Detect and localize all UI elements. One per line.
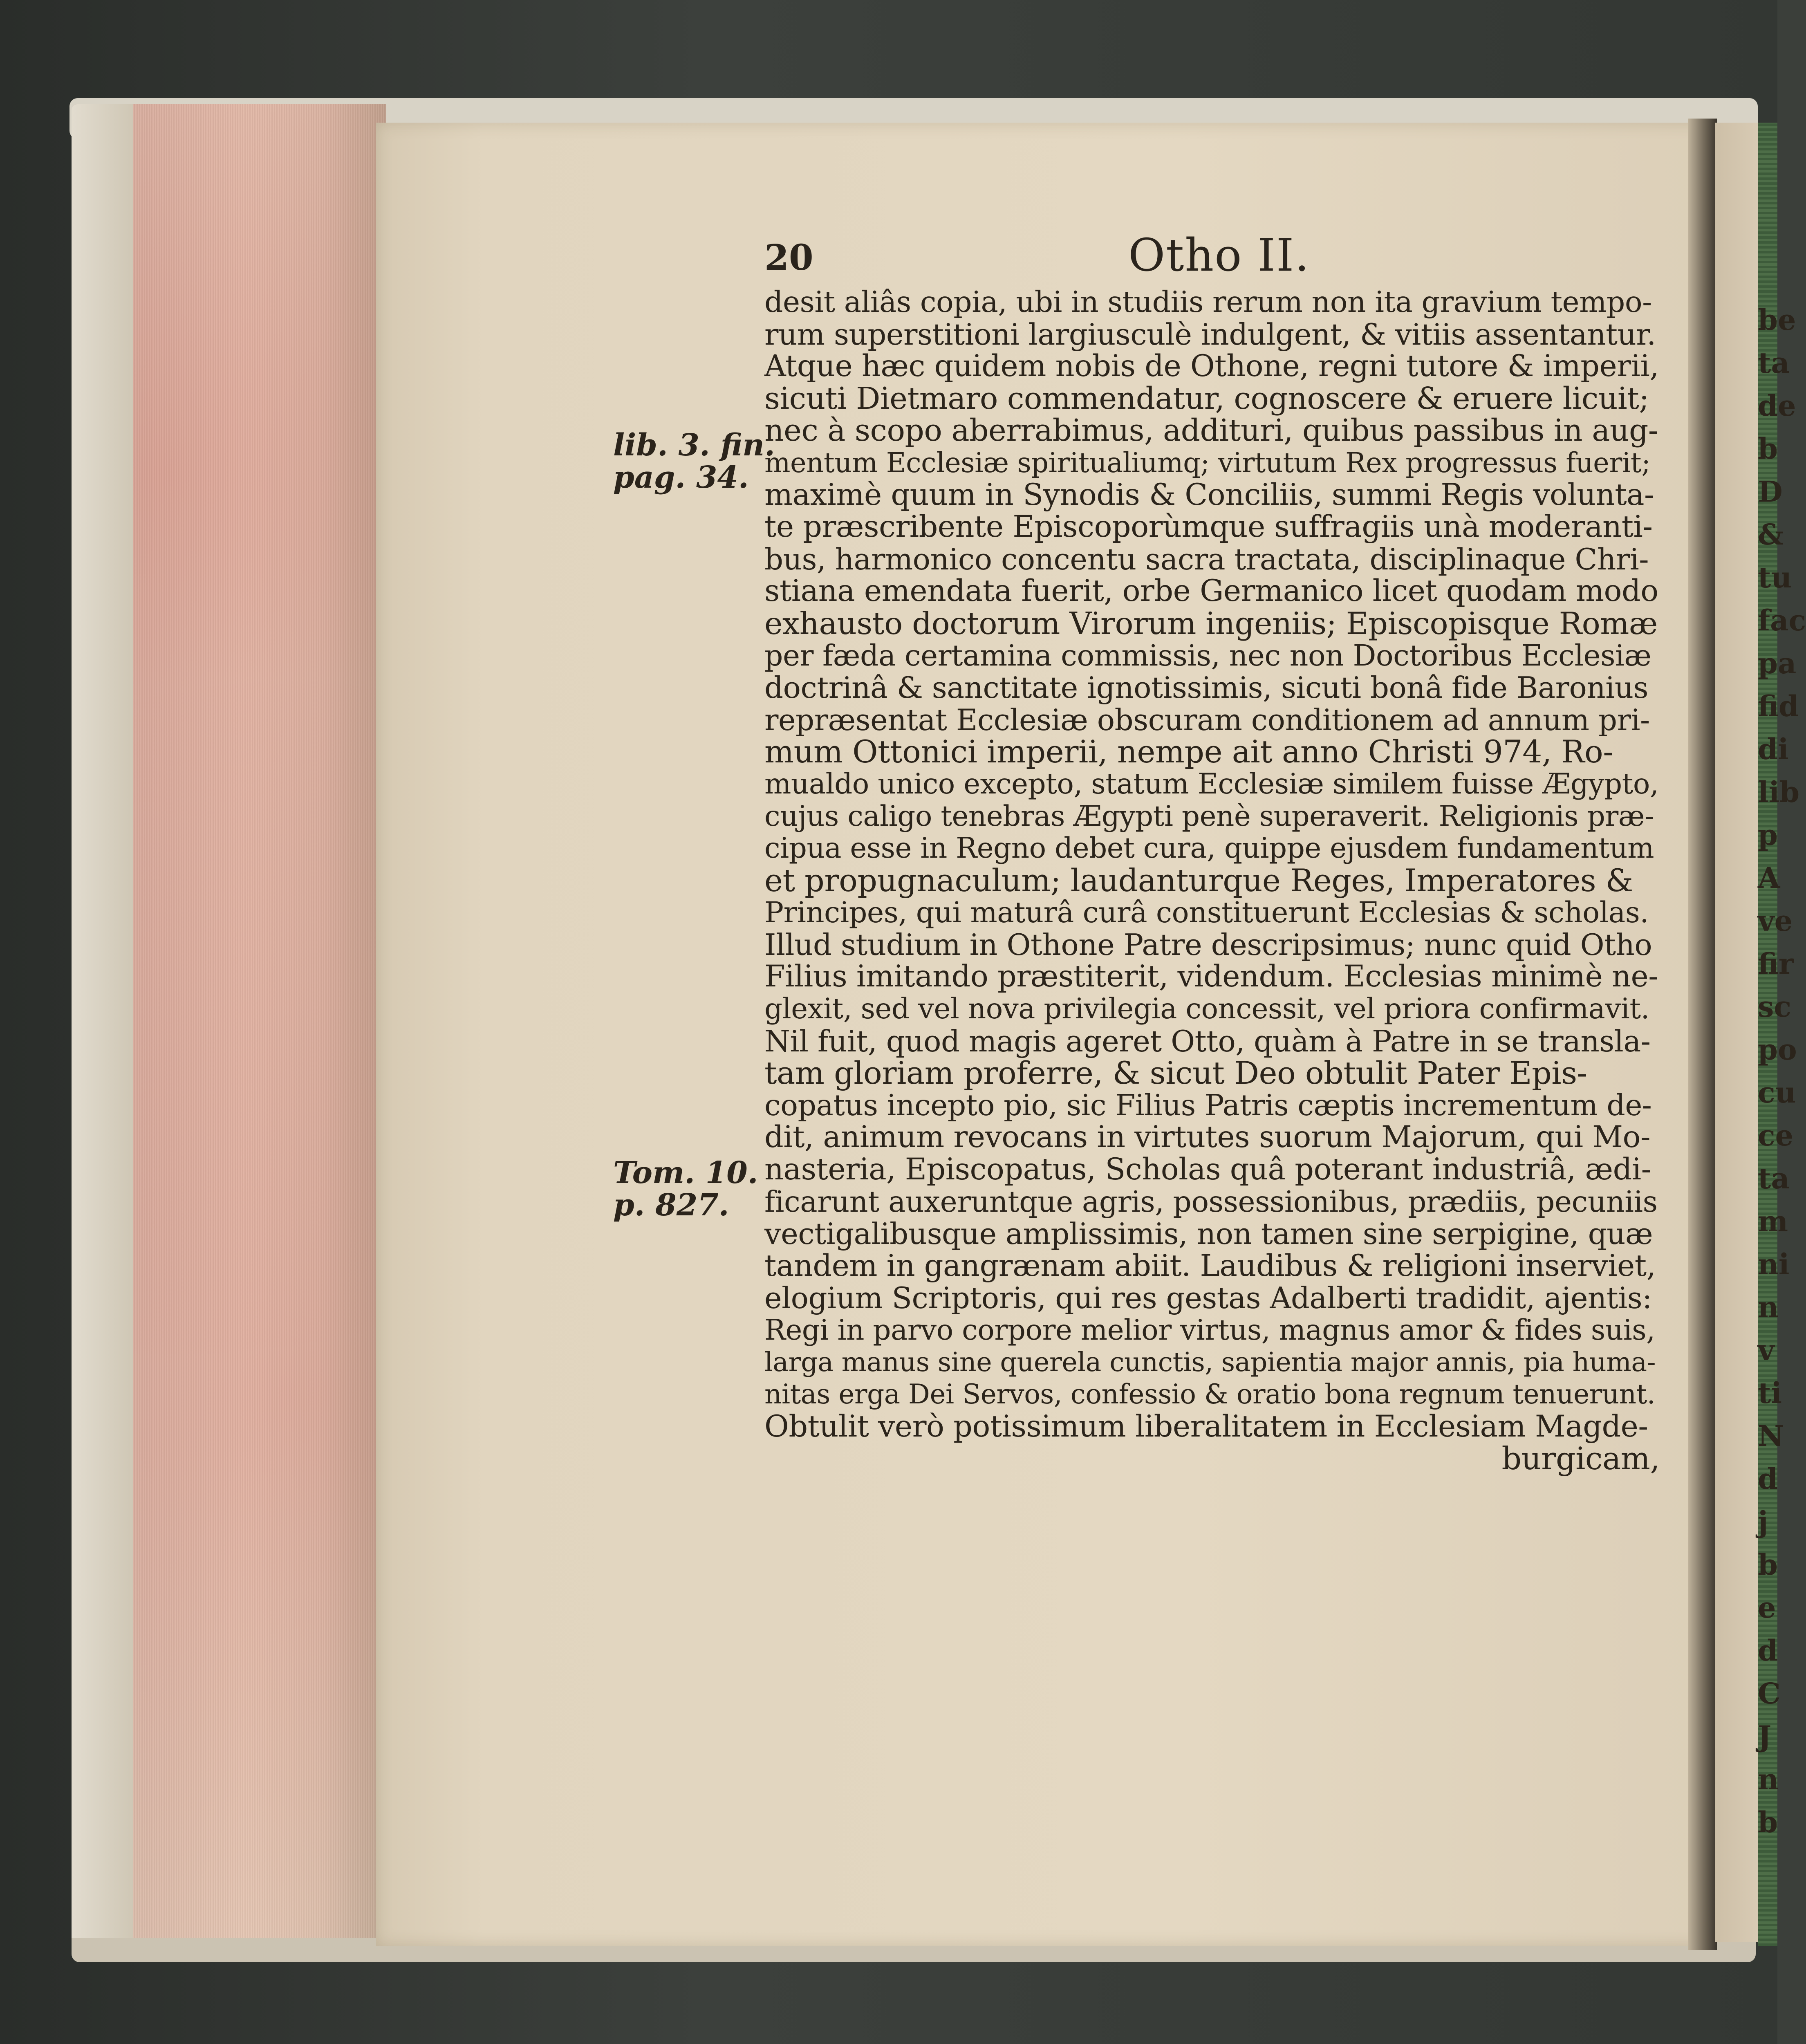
text-line: repræsentat Ecclesiæ obscuram conditionem ad annum pri- — [764, 702, 1650, 737]
margin-note-line: p. 827. — [613, 1187, 729, 1223]
facing-page-fragment: b — [1758, 1805, 1778, 1839]
text-line: mualdo unico excepto, statum Ecclesiæ similem fuisse Ægypto, — [764, 767, 1659, 800]
text-line: exhausto doctorum Virorum ingeniis; Episcopisque Romæ — [764, 605, 1658, 641]
text-line: ficarunt auxeruntque agris, possessionibus, prædiis, pecuniis — [764, 1184, 1658, 1219]
facing-page-fragment: lib — [1758, 775, 1800, 809]
book-edge-binding — [72, 104, 133, 1944]
text-line: et propugnaculum; laudanturque Reges, Imperatores & — [764, 862, 1633, 899]
body-text — [764, 286, 1660, 1475]
text-line: mum Ottonici imperii, nempe ait anno Christi 974, Ro- — [764, 733, 1613, 770]
text-line: rum superstitioni largiusculè indulgent, & vitiis assentantur. — [764, 317, 1656, 352]
facing-page-fragment: de — [1758, 389, 1796, 423]
text-line: nitas erga Dei Servos, confessio & oratio bona regnum tenuerunt. — [764, 1378, 1656, 1410]
facing-page-fragment: p — [1758, 818, 1778, 852]
text-line: nec à scopo aberrabimus, addituri, quibus passibus in aug- — [764, 413, 1658, 448]
facing-page-fragment: N — [1758, 1419, 1784, 1453]
text-line: tandem in gangrænam abiit. Laudibus & religioni inserviet, — [764, 1248, 1656, 1283]
facing-page-fragment: cu — [1758, 1076, 1796, 1109]
facing-page-fragment: ve — [1758, 904, 1793, 938]
text-line: glexit, sed vel nova privilegia concessit, vel priora confirmavit. — [764, 993, 1650, 1026]
margin-note — [613, 429, 775, 493]
facing-page-fragment: m — [1758, 1204, 1788, 1238]
text-line: dit, animum revocans in virtutes suorum Majorum, qui Mo- — [764, 1120, 1651, 1155]
text-line: bus, harmonico concentu sacra tractata, disciplinaque Chri- — [764, 542, 1649, 576]
text-line: vectigalibusque amplissimis, non tamen sine serpigine, quæ — [764, 1217, 1653, 1251]
facing-page-fragment: n — [1758, 1290, 1779, 1324]
running-title: Otho II. — [1128, 229, 1310, 281]
margin-note — [613, 1157, 758, 1221]
page-number: 20 — [764, 237, 813, 278]
facing-page-fragment: n — [1758, 1762, 1779, 1796]
text-line: cujus caligo tenebras Ægypti penè superaverit. Religionis præ- — [764, 800, 1654, 833]
facing-page-fragment: be — [1758, 303, 1796, 337]
facing-page-fragment: b — [1758, 432, 1778, 466]
margin-note-line: lib. 3. fin. — [613, 428, 775, 463]
margin-note-line: pag. 34. — [613, 459, 749, 495]
facing-page-fragment: d — [1758, 1462, 1778, 1496]
text-line: Nil fuit, quod magis ageret Otto, quàm à Patre in se transla- — [764, 1024, 1651, 1058]
text-line: mentum Ecclesiæ spiritualiumq; virtutum Rex progressus fuerit; — [764, 446, 1651, 479]
margin-note-line: Tom. 10. — [613, 1155, 758, 1190]
facing-page-fragment: ce — [1758, 1118, 1794, 1152]
facing-page-fragment: fir — [1758, 947, 1794, 981]
text-line: nasteria, Episcopatus, Scholas quâ poterant industriâ, ædi- — [764, 1152, 1651, 1187]
facing-page-fragment: J — [1758, 1719, 1772, 1753]
text-line: maximè quum in Synodis & Conciliis, summi Regis volunta- — [764, 477, 1654, 512]
facing-page-fragment: b — [1758, 1548, 1778, 1582]
facing-page-fragment: & — [1758, 518, 1784, 551]
facing-page-fragment: ta — [1758, 346, 1790, 380]
text-line: Filius imitando præstiterit, videndum. Ecclesias minimè ne- — [764, 959, 1658, 994]
facing-page-fragment: D — [1758, 475, 1783, 509]
facing-page-fragment: C — [1758, 1676, 1781, 1710]
facing-page-fragment: sc — [1758, 990, 1792, 1024]
page-header — [0, 229, 1777, 282]
text-line: per fæda certamina commissis, nec non Doctoribus Ecclesiæ — [764, 638, 1651, 672]
text-line: stiana emendata fuerit, orbe Germanico licet quodam modo — [764, 574, 1658, 609]
facing-page-fragment: v — [1758, 1333, 1775, 1367]
text-line: Illud studium in Othone Patre descripsimus; nunc quid Otho — [764, 927, 1652, 962]
text-line: elogium Scriptoris, qui res gestas Adalberti tradidit, ajentis: — [764, 1281, 1652, 1316]
text-line: te præscribente Episcoporùmque suffragiis unà moderanti- — [764, 509, 1653, 545]
facing-page-fragments — [1758, 298, 1806, 1844]
text-line: Obtulit verò potissimum liberalitatem in Ecclesiam Magde- — [764, 1409, 1648, 1444]
page-gutter — [1688, 119, 1717, 1950]
facing-page-fragment: j — [1758, 1505, 1768, 1539]
facing-page-fragment: fid — [1758, 689, 1799, 723]
text-line: Regi in parvo corpore melior virtus, magnus amor & fides suis, — [764, 1314, 1655, 1347]
facing-page-fragment: d — [1758, 1634, 1778, 1667]
text-line: doctrinâ & sanctitate ignotissimis, sicuti bonâ fide Baronius — [764, 670, 1649, 705]
facing-page-fragment: tu — [1758, 560, 1792, 594]
text-line: Principes, qui maturâ curâ constituerunt Ecclesias & scholas. — [764, 896, 1649, 930]
catchword: burgicam, — [1501, 1440, 1660, 1477]
facing-page-fragment: ti — [1758, 1376, 1782, 1410]
text-line: cipua esse in Regno debet cura, quippe ejusdem fundamentum — [764, 832, 1654, 865]
text-line: larga manus sine querela cunctis, sapientia major annis, pia huma- — [764, 1347, 1656, 1378]
text-line: copatus incepto pio, sic Filius Patris cæptis incrementum de- — [764, 1088, 1652, 1122]
facing-page-fragment: di — [1758, 732, 1789, 766]
facing-page-fragment: ni — [1758, 1247, 1790, 1281]
facing-page-fragment: po — [1758, 1033, 1797, 1067]
facing-page-fragment: e — [1758, 1591, 1776, 1625]
facing-page-fragment: ta — [1758, 1161, 1790, 1195]
facing-page-fragment: fac — [1758, 603, 1806, 637]
text-line: tam gloriam proferre, & sicut Deo obtulit Pater Epis- — [764, 1055, 1587, 1091]
facing-page-fragment: A — [1758, 861, 1780, 895]
facing-page-fragment: pa — [1758, 646, 1797, 680]
text-line: desit aliâs copia, ubi in studiis rerum non ita gravium tempo- — [764, 285, 1652, 319]
text-line: sicuti Dietmaro commendatur, cognoscere & eruere licuit; — [764, 381, 1649, 416]
text-line: Atque hæc quidem nobis de Othone, regni tutore & imperii, — [764, 349, 1659, 384]
